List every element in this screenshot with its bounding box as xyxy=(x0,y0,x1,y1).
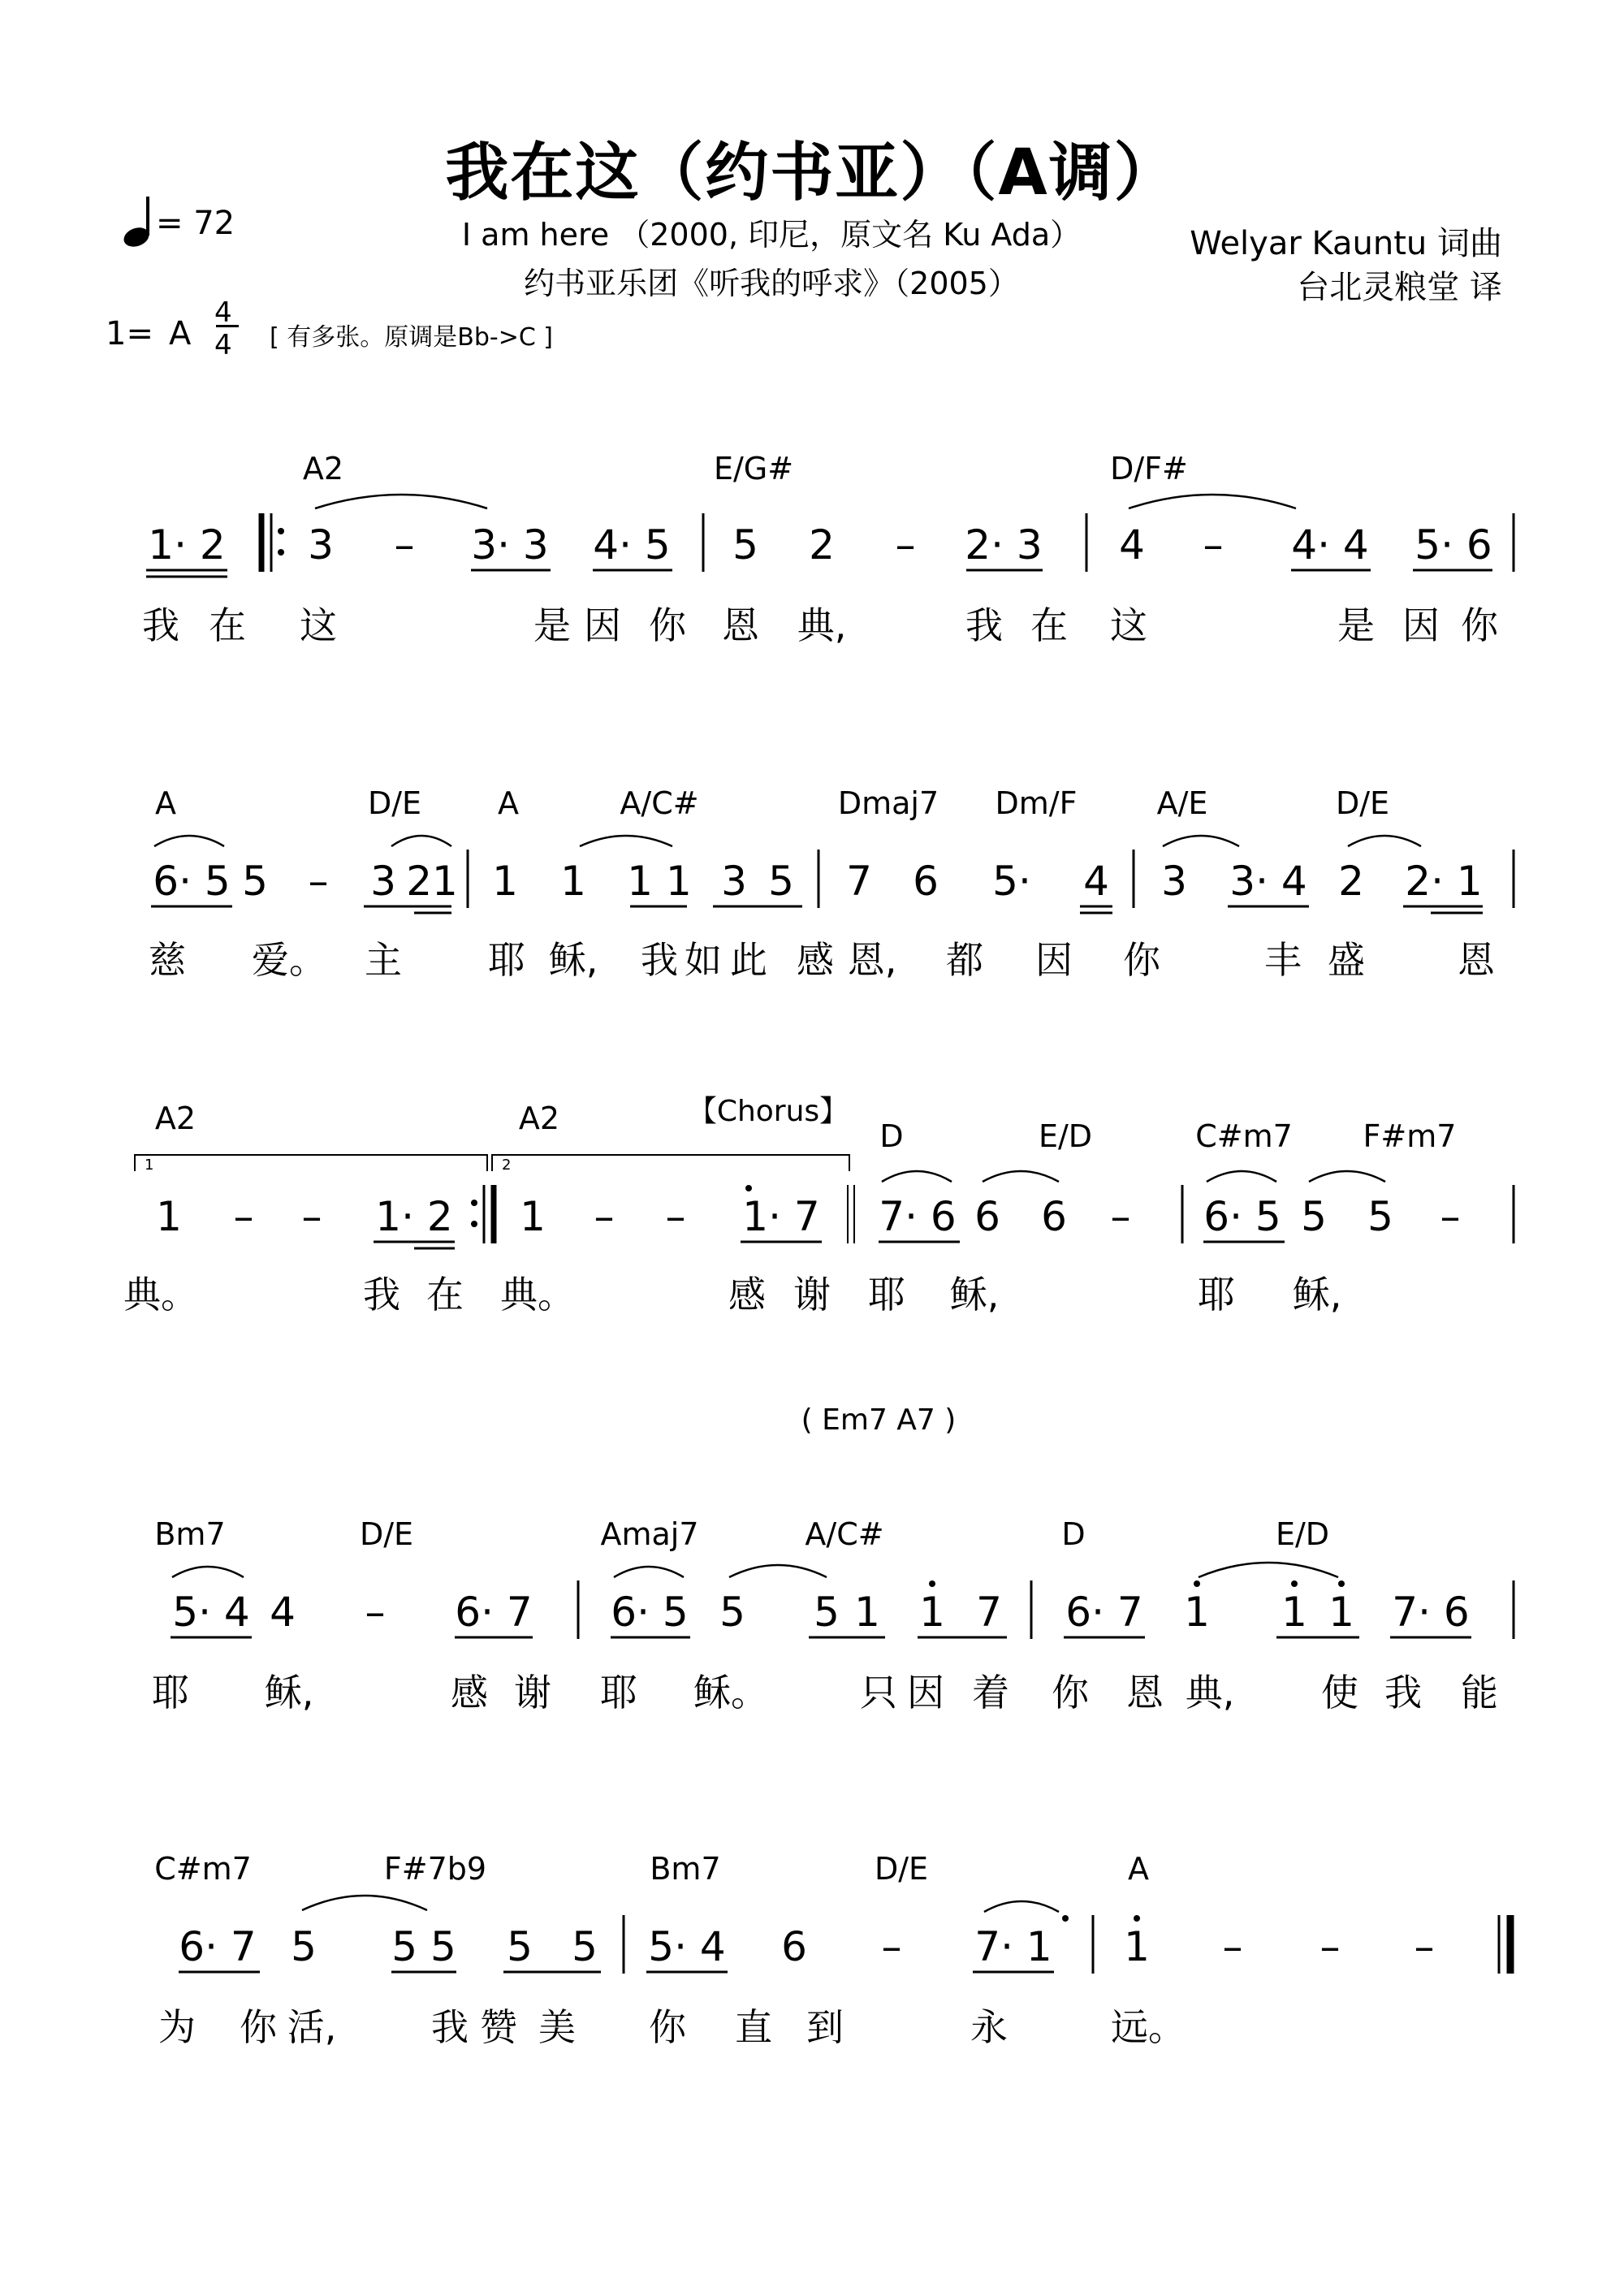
volta-number: 2 xyxy=(502,1157,512,1174)
jianpu-note: 6 xyxy=(974,1193,1000,1240)
jianpu-note: – xyxy=(1320,1923,1341,1970)
slur-arc xyxy=(984,1901,1059,1912)
volta-number: 1 xyxy=(145,1157,154,1174)
jianpu-note: 1 xyxy=(560,858,586,905)
lyric-syllable: 稣, xyxy=(264,1671,314,1714)
octave-dot xyxy=(1338,1580,1345,1587)
volta-bracket xyxy=(135,1155,487,1171)
lyric-syllable: 主 xyxy=(365,938,402,982)
jianpu-note: 21 xyxy=(406,858,458,905)
jianpu-note: 6· 7 xyxy=(455,1589,533,1636)
lyric-syllable: 慈 xyxy=(149,938,186,982)
lyric-syllable: 你 xyxy=(649,603,686,647)
chord-symbol: A xyxy=(155,785,176,821)
optional-chords: ( Em7 A7 ) xyxy=(801,1403,957,1437)
jianpu-note: 7· 1 xyxy=(974,1923,1052,1970)
lyric-syllable: 你 xyxy=(240,2005,277,2049)
slur-arc xyxy=(391,836,451,846)
jianpu-note: 1 xyxy=(919,1589,945,1636)
jianpu-note: 1 xyxy=(1124,1923,1150,1970)
chord-symbol: A/C# xyxy=(620,785,699,821)
chord-symbol: Dm/F xyxy=(995,785,1078,821)
slur-arc xyxy=(729,1565,827,1577)
lyric-syllable: 活, xyxy=(287,2005,337,2049)
lyric-syllable: 稣, xyxy=(1292,1273,1342,1317)
chord-symbol: Bm7 xyxy=(154,1516,226,1552)
slur-arc xyxy=(1163,836,1239,846)
jianpu-note: 7 xyxy=(846,858,872,905)
volta-bracket xyxy=(492,1155,849,1171)
chord-symbol: E/D xyxy=(1038,1118,1093,1154)
lyric-syllable: 恩, xyxy=(847,938,897,982)
chord-symbol: C#m7 xyxy=(154,1851,252,1887)
lyric-syllable: 在 xyxy=(426,1273,464,1317)
lyric-syllable: 是 xyxy=(533,603,571,647)
jianpu-note: 5 xyxy=(814,1589,840,1636)
lyric-syllable: 恩 xyxy=(1458,938,1495,982)
lyric-syllable: 我 xyxy=(431,2005,469,2049)
slur-arc xyxy=(154,836,224,846)
slur-arc xyxy=(983,1171,1059,1182)
jianpu-note: 1 xyxy=(1281,1589,1307,1636)
jianpu-note: – xyxy=(1222,1923,1243,1970)
lyric-syllable: 典, xyxy=(1185,1671,1235,1714)
jianpu-note: – xyxy=(301,1193,322,1240)
jianpu-note: 1 xyxy=(520,1193,546,1240)
jianpu-note: 5· 4 xyxy=(648,1923,726,1970)
jianpu-note: 5 xyxy=(719,1589,745,1636)
jianpu-note: 1 xyxy=(492,858,518,905)
composer-credit: Welyar Kauntu 词曲 xyxy=(1190,225,1502,262)
jianpu-note: 5· 6 xyxy=(1415,521,1492,569)
jianpu-note: 6 xyxy=(781,1923,807,1970)
jianpu-note: 2 xyxy=(1338,858,1364,905)
slur-arc xyxy=(1129,495,1296,508)
slur-arc xyxy=(302,1896,427,1910)
lyric-syllable: 恩 xyxy=(1126,1671,1164,1714)
chord-symbol: D xyxy=(1061,1516,1086,1552)
lyric-syllable: 能 xyxy=(1461,1671,1498,1714)
slur-arc xyxy=(1348,836,1421,846)
jianpu-note: – xyxy=(665,1193,686,1240)
lyric-syllable: 你 xyxy=(1461,603,1498,647)
lyric-syllable: 这 xyxy=(1110,603,1147,647)
song-title: 我在这（约书亚）（A调） xyxy=(445,136,1179,210)
chord-symbol: D/E xyxy=(359,1516,414,1552)
key-prefix: 1= xyxy=(106,315,153,352)
jianpu-note: 6 xyxy=(913,858,939,905)
chord-symbol: Amaj7 xyxy=(600,1516,699,1552)
jianpu-note: 7· 6 xyxy=(879,1193,957,1240)
jianpu-note: – xyxy=(394,521,415,569)
chord-symbol: A2 xyxy=(154,1100,197,1136)
lyric-syllable: 稣。 xyxy=(693,1671,768,1714)
repeat-dot xyxy=(471,1221,477,1227)
jianpu-note: 3 xyxy=(1161,858,1187,905)
key-signature: A xyxy=(169,315,192,352)
jianpu-note: 1· 2 xyxy=(375,1193,453,1240)
lyric-syllable: 感 xyxy=(728,1273,766,1317)
chord-symbol: A/C# xyxy=(805,1516,884,1552)
jianpu-note: – xyxy=(365,1589,386,1636)
octave-dot xyxy=(745,1185,752,1191)
lyric-syllable: 感 xyxy=(797,938,834,982)
lyric-syllable: 稣, xyxy=(548,938,598,982)
lyric-syllable: 恩 xyxy=(722,603,759,647)
jianpu-note: – xyxy=(1203,521,1224,569)
jianpu-note: 4 xyxy=(270,1589,296,1636)
lyric-syllable: 你 xyxy=(1052,1671,1089,1714)
octave-dot xyxy=(1291,1580,1298,1587)
jianpu-note: 2· 3 xyxy=(965,521,1043,569)
lyric-syllable: 典, xyxy=(797,603,847,647)
jianpu-note: 1· 7 xyxy=(742,1193,820,1240)
jianpu-note: 6 xyxy=(1041,1193,1067,1240)
lyric-syllable: 丰 xyxy=(1264,938,1302,982)
repeat-dot xyxy=(471,1200,477,1206)
chord-symbol: Dmaj7 xyxy=(837,785,939,821)
lyric-syllable: 如 xyxy=(685,938,722,982)
lyric-syllable: 爱。 xyxy=(252,938,326,982)
jianpu-note: 5 xyxy=(507,1923,533,1970)
translator-credit: 台北灵粮堂 译 xyxy=(1297,269,1502,306)
jianpu-note: – xyxy=(594,1193,615,1240)
jianpu-note: – xyxy=(1110,1193,1131,1240)
jianpu-note: 5 xyxy=(1367,1193,1393,1240)
jianpu-note: 6· 5 xyxy=(611,1589,689,1636)
lyric-syllable: 你 xyxy=(649,2005,686,2049)
chord-symbol: E/D xyxy=(1275,1516,1330,1552)
jianpu-note: – xyxy=(233,1193,254,1240)
slur-arc xyxy=(172,1567,244,1577)
jianpu-note: 4 xyxy=(1083,858,1109,905)
jianpu-note: 5 xyxy=(572,1923,598,1970)
chord-symbol: F#7b9 xyxy=(383,1851,487,1887)
song-subtitle-album: 约书亚乐团《听我的呼求》（2005） xyxy=(524,266,1019,301)
jianpu-note: 1 xyxy=(156,1193,182,1240)
lyric-syllable: 永 xyxy=(970,2005,1008,2049)
lyric-syllable: 因 xyxy=(1402,603,1440,647)
key-change-note: [ 有多张。原调是Bb->C ] xyxy=(270,323,554,352)
chord-symbol: D/F# xyxy=(1110,451,1188,486)
slur-arc xyxy=(580,836,672,846)
lyric-syllable: 谢 xyxy=(514,1671,551,1714)
lyric-syllable: 使 xyxy=(1321,1671,1358,1714)
repeat-dot xyxy=(278,528,284,534)
slur-arc xyxy=(1309,1171,1385,1182)
jianpu-note: 5 xyxy=(1301,1193,1327,1240)
slur-arc xyxy=(614,1567,684,1577)
slur-arc xyxy=(882,1171,952,1182)
lyric-syllable: 这 xyxy=(300,603,337,647)
jianpu-note: 6· 5 xyxy=(153,858,231,905)
chord-symbol: E/G# xyxy=(713,451,794,486)
chord-symbol: A2 xyxy=(518,1100,560,1136)
jianpu-note: 5 xyxy=(732,521,758,569)
jianpu-note: 6· 7 xyxy=(1065,1589,1143,1636)
lyric-syllable: 直 xyxy=(735,2005,772,2049)
jianpu-note: 3 xyxy=(721,858,747,905)
lyric-syllable: 在 xyxy=(1030,603,1068,647)
jianpu-note: 3· 3 xyxy=(471,521,549,569)
lyric-syllable: 感 xyxy=(451,1671,488,1714)
jianpu-note: 5 xyxy=(242,858,268,905)
lyric-syllable: 稣, xyxy=(949,1273,1000,1317)
lyric-syllable: 此 xyxy=(730,938,767,982)
repeat-dot xyxy=(278,549,284,556)
jianpu-note: 6· 7 xyxy=(179,1923,257,1970)
lyric-syllable: 耶 xyxy=(488,938,525,982)
lyric-syllable: 美 xyxy=(538,2005,576,2049)
lyric-syllable: 到 xyxy=(806,2005,844,2049)
chord-symbol: D/E xyxy=(874,1851,929,1887)
lyric-syllable: 耶 xyxy=(868,1273,905,1317)
lyric-syllable: 我 xyxy=(363,1273,400,1317)
lyric-syllable: 在 xyxy=(209,603,246,647)
jianpu-note: 3 xyxy=(370,858,396,905)
jianpu-note: 1 xyxy=(854,1589,880,1636)
chord-symbol: A xyxy=(1128,1851,1149,1887)
jianpu-note: 5 xyxy=(291,1923,317,1970)
jianpu-note: 4 xyxy=(1119,521,1145,569)
jianpu-note: 5 5 xyxy=(391,1923,456,1970)
time-signature-bottom: 4 xyxy=(214,329,232,361)
lyric-syllable: 远。 xyxy=(1111,2005,1186,2049)
lyric-syllable: 只 xyxy=(860,1671,897,1714)
jianpu-note: 7· 6 xyxy=(1392,1589,1470,1636)
jianpu-note: 1 1 xyxy=(627,858,692,905)
jianpu-note: 3 xyxy=(308,521,334,569)
jianpu-note: 4· 4 xyxy=(1291,521,1369,569)
chord-symbol: A2 xyxy=(302,451,344,486)
lyric-syllable: 典。 xyxy=(500,1273,575,1317)
lyric-syllable: 典。 xyxy=(123,1273,198,1317)
octave-dot xyxy=(1194,1580,1200,1587)
lyric-syllable: 赞 xyxy=(480,2005,517,2049)
chorus-marker: 【Chorus】 xyxy=(687,1095,849,1128)
lyric-syllable: 盛 xyxy=(1328,938,1365,982)
slur-arc xyxy=(315,495,487,508)
jianpu-note: 3· 4 xyxy=(1229,858,1307,905)
lyric-syllable: 因 xyxy=(907,1671,944,1714)
lyric-syllable: 耶 xyxy=(600,1671,637,1714)
octave-dot xyxy=(1134,1915,1140,1922)
jianpu-note: 5 xyxy=(768,858,794,905)
lyric-syllable: 你 xyxy=(1123,938,1160,982)
chord-symbol: C#m7 xyxy=(1195,1118,1293,1154)
tempo-marking: = 72 xyxy=(156,205,235,242)
chord-symbol: D/E xyxy=(367,785,422,821)
jianpu-note: – xyxy=(308,858,329,905)
lyric-syllable: 是 xyxy=(1337,603,1375,647)
lyric-syllable: 我 xyxy=(142,603,179,647)
lyric-syllable: 都 xyxy=(946,938,983,982)
jianpu-note: – xyxy=(895,521,916,569)
jianpu-note: 1· 2 xyxy=(148,521,226,569)
chord-symbol: A xyxy=(498,785,519,821)
octave-dot xyxy=(1062,1915,1069,1922)
jianpu-note: – xyxy=(1440,1193,1461,1240)
chord-symbol: D/E xyxy=(1335,785,1390,821)
jianpu-note: 5· 4 xyxy=(172,1589,250,1636)
song-subtitle-original: I am here （2000, 印尼，原文名 Ku Ada） xyxy=(461,217,1082,253)
lyric-syllable: 因 xyxy=(1035,938,1073,982)
octave-dot xyxy=(929,1580,935,1587)
lyric-syllable: 耶 xyxy=(1198,1273,1235,1317)
slur-arc xyxy=(1207,1171,1276,1182)
chord-symbol: D xyxy=(879,1118,904,1154)
lyric-syllable: 耶 xyxy=(152,1671,189,1714)
jianpu-note: 1 xyxy=(1328,1589,1354,1636)
lyric-syllable: 为 xyxy=(158,2005,196,2049)
lyric-syllable: 我 xyxy=(1384,1671,1422,1714)
jianpu-note: 1 xyxy=(1184,1589,1210,1636)
slur-arc xyxy=(1199,1563,1338,1577)
jianpu-note: – xyxy=(881,1923,902,1970)
chord-symbol: F#m7 xyxy=(1363,1118,1457,1154)
jianpu-note: 6· 5 xyxy=(1203,1193,1281,1240)
jianpu-note: 2 xyxy=(809,521,835,569)
chord-symbol: Bm7 xyxy=(650,1851,721,1887)
chord-symbol: A/E xyxy=(1156,785,1208,821)
jianpu-note: 7 xyxy=(976,1589,1002,1636)
lyric-syllable: 因 xyxy=(584,603,621,647)
lyric-syllable: 着 xyxy=(972,1671,1009,1714)
jianpu-note: – xyxy=(1414,1923,1435,1970)
jianpu-note: 5· xyxy=(992,858,1031,905)
lyric-syllable: 我 xyxy=(641,938,678,982)
jianpu-note: 4· 5 xyxy=(593,521,671,569)
lyric-syllable: 我 xyxy=(965,603,1003,647)
jianpu-note: 2· 1 xyxy=(1405,858,1483,905)
time-signature-top: 4 xyxy=(214,296,232,329)
lyric-syllable: 谢 xyxy=(793,1273,831,1317)
